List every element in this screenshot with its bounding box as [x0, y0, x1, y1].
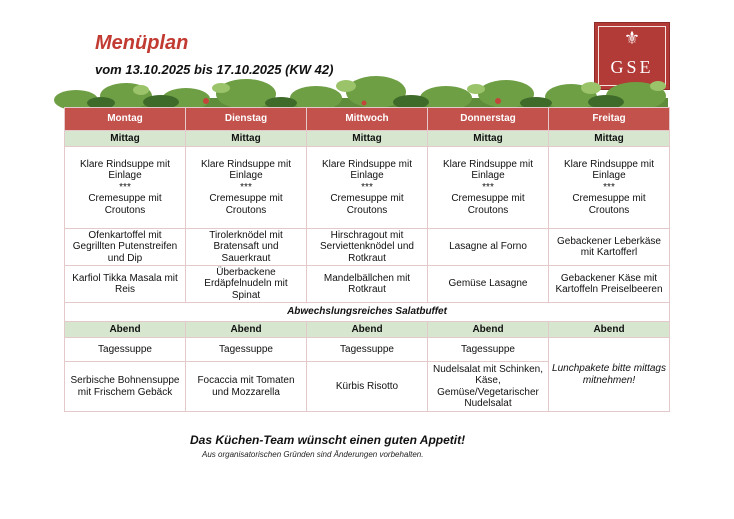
salad-buffet: Abwechslungsreiches Salatbuffet	[65, 303, 670, 322]
lunch-veg-row	[65, 266, 670, 303]
herb-decoration	[46, 72, 686, 112]
dinner-soup-cell: Tagessuppe	[65, 338, 186, 362]
lunch-main-cell: Gemüse Lasagne	[428, 266, 549, 303]
dinner-soup-cell: Tagessuppe	[186, 338, 307, 362]
lunch-main-cell: Überbackene Erdäpfelnudeln mit Spinat	[186, 266, 307, 303]
dinner-soup-row	[65, 338, 670, 362]
date-range-subtitle: vom 13.10.2025 bis 17.10.2025 (KW 42)	[95, 62, 334, 77]
soup-cell: Klare Rindsuppe mit Einlage *** Cremesuppe mit Croutons	[65, 147, 186, 229]
day-header-tuesday: Dienstag	[186, 108, 307, 131]
dinner-label: Abend	[186, 322, 307, 338]
lunch-label: Mittag	[428, 131, 549, 147]
lunch-main-cell: Ofenkartoffel mit Gegrillten Putenstreifen und Dip	[65, 229, 186, 266]
lunch-main-cell: Gebackener Leberkäse mit Kartofferl	[549, 229, 670, 266]
day-header-row	[65, 108, 670, 131]
page-title: Menüplan	[95, 32, 189, 54]
dinner-main-cell: Serbische Bohnensuppe mit Frischem Gebäck	[65, 362, 186, 412]
day-header-wednesday: Mittwoch	[307, 108, 428, 131]
lunch-package-note: Lunchpakete bitte mittags mitnehmen!	[549, 338, 670, 412]
lunch-label: Mittag	[307, 131, 428, 147]
dinner-soup-cell: Tagessuppe	[428, 338, 549, 362]
dinner-soup-cell: Tagessuppe	[307, 338, 428, 362]
dinner-label: Abend	[65, 322, 186, 338]
gse-logo: ⚜ GSE	[594, 22, 670, 90]
lunch-label-row	[65, 131, 670, 147]
dinner-main-cell: Nudelsalat mit Schinken, Käse, Gemüse/Vegetarischer Nudelsalat	[428, 362, 549, 412]
soup-cell: Klare Rindsuppe mit Einlage *** Cremesuppe mit Croutons	[549, 147, 670, 229]
lunch-main-cell: Karfiol Tikka Masala mit Reis	[65, 266, 186, 303]
soup-row	[65, 147, 670, 229]
day-header-thursday: Donnerstag	[428, 108, 549, 131]
greeting-text: Das Küchen-Team wünscht einen guten Appetit!	[190, 433, 466, 447]
day-header-friday: Freitag	[549, 108, 670, 131]
lunch-label: Mittag	[65, 131, 186, 147]
lunch-main-cell: Tirolerknödel mit Bratensaft und Sauerkraut	[186, 229, 307, 266]
fleur-de-lis-icon: ⚜	[623, 28, 641, 49]
lunch-main-row	[65, 229, 670, 266]
menu-table	[64, 107, 670, 412]
dinner-label: Abend	[549, 322, 670, 338]
dinner-label: Abend	[307, 322, 428, 338]
lunch-main-cell: Mandelbällchen mit Rotkraut	[307, 266, 428, 303]
dinner-main-cell: Kürbis Risotto	[307, 362, 428, 412]
salad-buffet-row	[65, 303, 670, 322]
lunch-label: Mittag	[549, 131, 670, 147]
dinner-label: Abend	[428, 322, 549, 338]
disclaimer-text: Aus organisatorischen Gründen sind Änderungen vorbehalten.	[202, 450, 424, 459]
lunch-label: Mittag	[186, 131, 307, 147]
day-header-monday: Montag	[65, 108, 186, 131]
dinner-label-row	[65, 322, 670, 338]
soup-cell: Klare Rindsuppe mit Einlage *** Cremesuppe mit Croutons	[428, 147, 549, 229]
soup-cell: Klare Rindsuppe mit Einlage *** Cremesuppe mit Croutons	[307, 147, 428, 229]
lunch-main-cell: Hirschragout mit Serviettenknödel und Rotkraut	[307, 229, 428, 266]
lunch-main-cell: Lasagne al Forno	[428, 229, 549, 266]
soup-cell: Klare Rindsuppe mit Einlage *** Cremesuppe mit Croutons	[186, 147, 307, 229]
lunch-main-cell: Gebackener Käse mit Kartoffeln Preiselbeeren	[549, 266, 670, 303]
dinner-main-cell: Focaccia mit Tomaten und Mozzarella	[186, 362, 307, 412]
